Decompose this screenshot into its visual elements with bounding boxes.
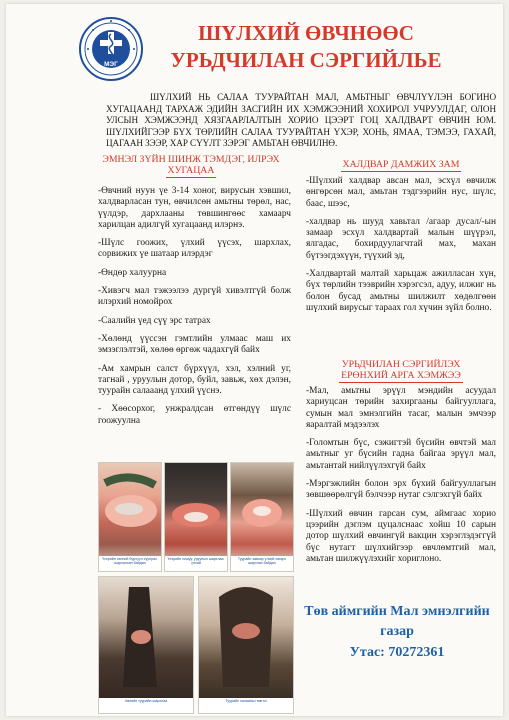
left-heading-line-1: ЭМНЭЛ ЗҮЙН ШИНЖ ТЭМДЭГ, ИЛРЭХ <box>102 154 280 165</box>
photo-caption: Үхэрийн хэлний бүрхүүл хуулрах, шархалсан байдал <box>99 556 161 571</box>
photo-caption: Туурайн салааны гэмтэл <box>199 698 293 713</box>
photo-tongue-illustration <box>99 463 161 553</box>
photo-caption: Туурайн завсар үлхий хагарч шархлах байдал <box>231 556 293 571</box>
prevention-heading-line-1: УРЬДЧИЛАН СЭРГИЙЛЭХ <box>341 359 461 370</box>
symptom-item: -Өвчний нуун үе 3-14 хоног, вирусын хэвшил, халдварласан тун, өвчилсөн амьтны төрөл, нас, үүлдэр, дархлааны төвшингөөс хамаарч харилцан адилгүй хугацаанд илэрнэ. <box>98 186 291 230</box>
organization-logo <box>78 16 144 82</box>
left-column <box>98 186 291 434</box>
photo-hoof-lesion <box>230 462 294 572</box>
symptom-item: -Саалийн үед сүү эрс татрах <box>98 315 211 326</box>
photo-tongue-lesion <box>98 462 162 572</box>
prevention-item: -Шүлхий өвчин гарсан сум, аймгаас хорио цээрийн дэглэм цуцалснаас хойш 10 сарын дотор шүлхий өвчингүй вакцин хэрэглэдэггүй бүс нутагт шүлхийгээр өвчлөмтгий мал, амьтан шилжүүлэхийг хориглоно. <box>306 508 496 564</box>
transmission-item: -Шүлхий халдвар авсан мал, эсхүл өвчилж өнгөрсөн мал, амьтан тэдгээрийн нус, шүлс, баас, шээс, <box>306 176 496 209</box>
prevention-item: -Голомтын бүс, сэжигтэй бүсийн өвчтэй мал амьтныг уг бүсийн гадна байгаа эрүүл мал, амьтантай нийлүүлэхгүй байх <box>306 438 496 471</box>
symptom-item: - Хөөсорхог, унжралдсан өтгөндүү шүлс гоожуулна <box>98 404 291 426</box>
left-heading-line-2: ХУГАЦАА <box>167 165 215 176</box>
photo-mouth-lesion <box>164 462 228 572</box>
prevention-heading-line-2: ЕРӨНХИЙ АРГА ХЭМЖЭЭ <box>341 370 461 381</box>
symptom-item: -Өндөр халуурна <box>98 267 167 278</box>
right-heading-transmission <box>306 159 496 172</box>
photo-caption: Үхэрийн хошуу, уруулын шархлаа, үлхий <box>165 556 227 571</box>
transmission-heading: ХАЛДВАР ДАМЖИХ ЗАМ <box>342 159 460 170</box>
prevention-item: -Мэргэжлийн болон эрх бүхий байгууллагын зөвшөөрөлгүй бэлчээр нутаг сэлгэхгүй байх <box>306 479 496 501</box>
photo-collage <box>98 462 292 712</box>
contact-block <box>298 602 496 663</box>
title-line-2: УРЬДЧИЛАН СЭРГИЙЛЬЕ <box>170 48 442 72</box>
contact-org-line-2: газар <box>380 624 414 639</box>
transmission-item: -халдвар нь шууд хавьтал /агаар дусал/-ын замаар эсхүл халдвартай малын шүүрэл, ялгадас, бохирдуулагчтай мах, махан бүтээгдэхүүн, түүхий эд, <box>306 216 496 261</box>
photo-hoof-sole-illustration <box>199 577 293 697</box>
symptom-item: -Хивэгч мал тэжээлээ дургүй хивэлтгүй болж илэрхий номойрох <box>98 286 291 308</box>
photo-hoof-illustration <box>231 463 293 553</box>
poster-title <box>156 20 456 74</box>
prevention-item: -Мал, амьтны эрүүл мэндийн асуудал хариуцсан төрийн захиргааны байгууллага, сумын мал эмнэлгийн тасаг, малын эмчээр яаралтай мэдээлэх <box>306 386 496 430</box>
symptom-item: -Шүлс гоожих, үлхий үүсэх, шархлах, сорвижих үе шатаар илэрдэг <box>98 238 291 260</box>
title-line-1: ШҮЛХИЙ ӨВЧНӨӨС <box>198 21 414 45</box>
contact-phone: Утас: 70272361 <box>349 645 445 660</box>
symptom-item: -Ам хамрын салст бүрхүүл, хэл, хэлний уг, тагнай , уруулын дотор, буйл, завьж, хөх дэлэн, туурайн салааанд үлхий үүснэ. <box>98 363 291 397</box>
photo-mouth-illustration <box>165 463 227 553</box>
right-heading-prevention <box>306 359 496 383</box>
transmission-item: -Халдвартай малтай харьцаж ажилласан хүн, бүх төрлийн тээврийн хэрэгсэл, адуу, илжиг нь болон бусад амьтны шилжилт хөдөлгөөн шүлхий вирусыг тараах гол хүчин зүйл болно. <box>306 269 496 313</box>
intro-paragraph: ШҮЛХИЙ НЬ САЛАА ТУУРАЙТАН МАЛ, АМЬТНЫГ ӨВЧЛҮҮЛЭН БОГИНО ХУГАЦААНД ТАРХАЖ ЭДИЙН ЗАСГИЙН ИХ ХЭМЖЭЭНИЙ ХОХИРОЛ УЧРУУЛДАГ, ОЛОН УЛСЫН ХЭМЖЭЭНД ХЯЗГААРЛАЛТЫН ХОРИО ЦЭЭРТ ГОЦ ХАЛДВАРТ ӨВЧИН ЮМ. ШҮЛХИЙГЭЭР БҮХ ТӨРЛИЙН САЛАА ТУУРАЙТАН ҮХЭР, ХОНЬ, ЯМАА, ТЭМЭЭ, ГАХАЙ, ЦАГААН ЗЭЭР, ХАР СҮҮЛТ ЗЭРЭГ АМЬТАН ӨВЧИЛНӨ. <box>106 92 496 149</box>
left-heading <box>86 154 296 178</box>
poster-sheet <box>6 4 503 716</box>
contact-org-line-1: Төв аймгийн Мал эмнэлгийн <box>304 604 490 619</box>
prevention-column <box>306 386 496 572</box>
photo-leg-lesion <box>98 576 194 714</box>
symptom-item: -Хөлөнд үүссэн гэмтлийн улмаас маш их эмзэглэлтэй, хөлөө өргөж чадахгүй байх <box>98 333 291 356</box>
transmission-column <box>306 176 496 321</box>
photo-leg-illustration <box>99 577 193 697</box>
photo-caption: Хөлийн туурайн шархлаа <box>99 698 193 713</box>
photo-hoof-sole-lesion <box>198 576 294 714</box>
logo-text: МЭГ <box>104 61 118 68</box>
